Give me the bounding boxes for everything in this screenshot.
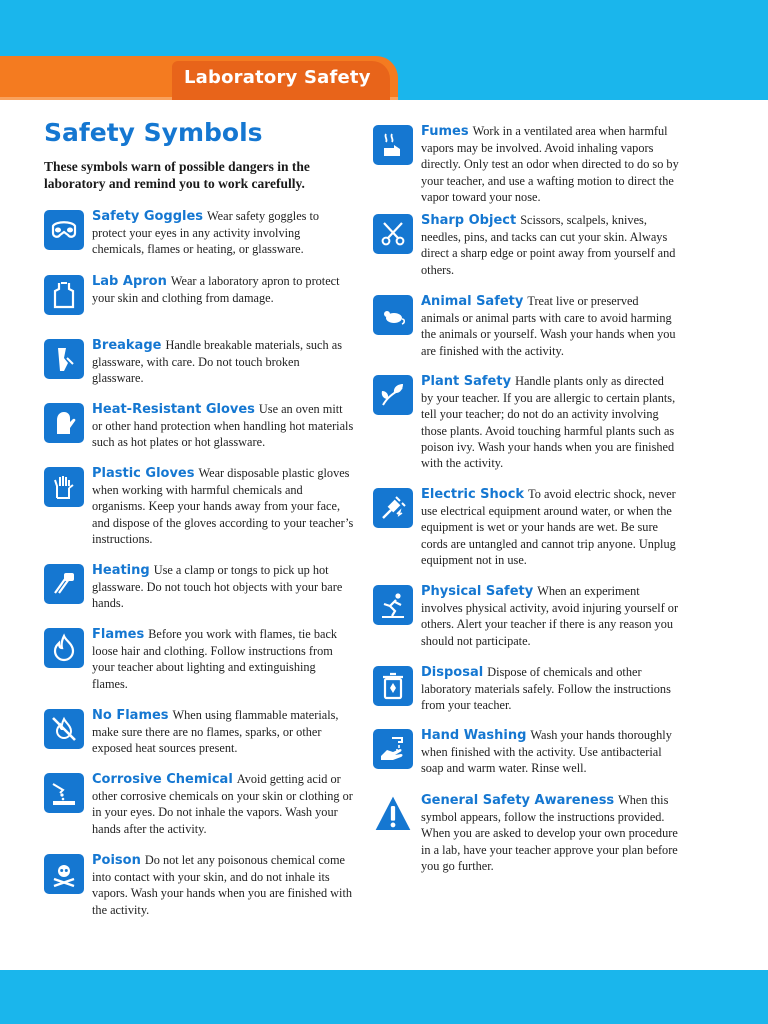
entry-description: When this symbol appears, follow the instructions provided. When you are asked to develop your own procedure in a lab, have your teacher approve your plan before you go further. [421,793,678,873]
entry-physical-safety [373,583,679,649]
entry-label: Electric Shock [421,487,525,502]
entry-breakage [44,337,354,387]
corrosive-icon [44,773,84,813]
entry-text [92,771,354,837]
entry-label: Animal Safety [421,294,524,309]
fumes-icon [373,125,413,165]
entry-text [421,123,679,205]
entry-flames [44,626,354,692]
oven-mitt-icon [44,403,84,443]
entry-fumes [373,123,679,205]
header-divider [0,100,768,104]
breakage-icon [44,339,84,379]
entry-description: Handle breakable materials, such as glassware, with care. Do not touch broken glassware. [92,338,342,386]
electric-plug-icon [373,488,413,528]
intro-text: These symbols warn of possible dangers in the laboratory and remind you to work carefully. [44,159,310,191]
entry-label: Heating [92,563,150,578]
entry-description: Scissors, scalpels, knives, needles, pins, and tacks can cut your skin. Always direct a sharp edge or point away from yourself and others. [421,213,676,277]
entry-description: Handle plants only as directed by your teacher. If you are allergic to certain plants, tell your teacher; do not do an activity involving those plants. Avoid touching harmful plants such as poison ivy. Wash your hands when you are finished with the activity. [421,374,676,471]
entry-label: Hand Washing [421,728,527,743]
no-flames-icon [44,709,84,749]
entry-text [421,583,679,649]
entry-text [421,727,679,777]
entry-label: Physical Safety [421,584,534,599]
entry-text [92,707,354,757]
entry-label: Corrosive Chemical [92,772,233,787]
entry-safety-goggles [44,208,354,258]
entry-text [92,337,354,387]
entry-label: Breakage [92,338,162,353]
entry-text [92,852,354,918]
entry-heating [44,562,354,612]
entry-label: Disposal [421,665,484,680]
entry-description: When using flammable materials, make sure there are no flames, sparks, or other exposed heat sources present. [92,708,339,756]
entry-general-safety-awareness [373,792,679,874]
entry-description: Treat live or preserved animals or animal parts with care to avoid harming the animals or yourself. Wash your hands when you are finished with the activity. [421,294,676,358]
entry-sharp-object [373,212,679,278]
entry-plant-safety [373,373,679,471]
entry-text [92,401,354,451]
entry-text [421,212,679,278]
entry-text [421,373,679,471]
entry-text [421,486,679,568]
entry-plastic-gloves [44,465,354,547]
entry-description: Use a clamp or tongs to pick up hot glassware. Do not touch hot objects with your bare hands. [92,563,343,611]
goggles-icon [44,210,84,250]
plastic-gloves-icon [44,467,84,507]
trash-can-icon [373,666,413,706]
entry-description: Do not let any poisonous chemical come into contact with your skin, and do not inhale its vapors. Wash your hands when you are finished with the activity. [92,853,353,917]
entry-hand-washing [373,727,679,777]
entry-label: Sharp Object [421,213,517,228]
entry-description: Wear safety goggles to protect your eyes in any activity involving chemicals, flames or heating, or glassware. [92,209,320,257]
heating-icon [44,564,84,604]
entry-description: Wear disposable plastic gloves when working with harmful chemicals and organisms. Keep your hands away from your face, and dispose of the gloves according to your teacher’s instructions. [92,466,354,546]
entry-text [92,626,354,692]
entry-text [92,465,354,547]
entry-text [92,208,354,258]
entry-label: Heat-Resistant Gloves [92,402,255,417]
entry-description: Wash your hands thoroughly when finished with the activity. Use antibacterial soap and warm water. Rinse well. [421,728,672,776]
entry-description: Dispose of chemicals and other laboratory materials safely. Follow the instructions from your teacher. [421,665,671,713]
entry-description: Use an oven mitt or other hand protection when handling hot materials such as hot plates or hot glassware. [92,402,354,450]
bottom-band [0,970,768,1024]
entry-animal-safety [373,293,679,359]
entry-description: When an experiment involves physical activity, avoid injuring yourself or others. Alert your teacher if there is any reason you should not participate. [421,584,679,648]
entry-disposal [373,664,679,714]
entry-text [92,273,354,306]
skull-crossbones-icon [44,854,84,894]
entry-text [421,792,679,874]
entry-electric-shock [373,486,679,568]
warning-triangle-icon [373,794,413,834]
entry-text [421,664,679,714]
entry-heat-resistant-gloves [44,401,354,451]
apron-icon [44,275,84,315]
entry-text [92,562,354,612]
entry-no-flames [44,707,354,757]
entry-description: Before you work with flames, tie back loose hair and clothing. Follow instructions from your teacher about lighting and extinguishing flames. [92,627,338,691]
entry-label: Flames [92,627,145,642]
slipping-person-icon [373,585,413,625]
entry-description: Avoid getting acid or other corrosive chemicals on your skin or clothing or in your eyes. Do not inhale the vapors. Wash your hands after the activity. [92,772,353,836]
hand-washing-icon [373,729,413,769]
entry-description: Wear a laboratory apron to protect your skin and clothing from damage. [92,274,340,306]
mouse-icon [373,295,413,335]
entry-label: Fumes [421,124,469,139]
entry-text [421,293,679,359]
entry-label: Plastic Gloves [92,466,195,481]
entry-label: Plant Safety [421,374,512,389]
flame-icon [44,628,84,668]
entry-label: No Flames [92,708,169,723]
entry-label: Safety Goggles [92,209,204,224]
entry-lab-apron [44,273,354,315]
entry-poison [44,852,354,918]
leaf-icon [373,375,413,415]
entry-description: To avoid electric shock, never use electrical equipment around water, or when the equipment is wet or your hands are wet. Be sure cords are untangled and cannot trip anyone. Unplug equipment not in use. [421,487,676,567]
page-title: Safety Symbols [44,118,263,147]
entry-description: Work in a ventilated area when harmful vapors may be involved. Avoid inhaling vapors directly. Only test an odor when directed to do so by your teacher, and use a wafting motion to direct the vapor toward your nose. [421,124,679,204]
entry-label: Lab Apron [92,274,167,289]
scissors-icon [373,214,413,254]
section-tab-title: Laboratory Safety [184,67,371,88]
entry-label: Poison [92,853,141,868]
entry-corrosive-chemical [44,771,354,837]
entry-label: General Safety Awareness [421,793,615,808]
